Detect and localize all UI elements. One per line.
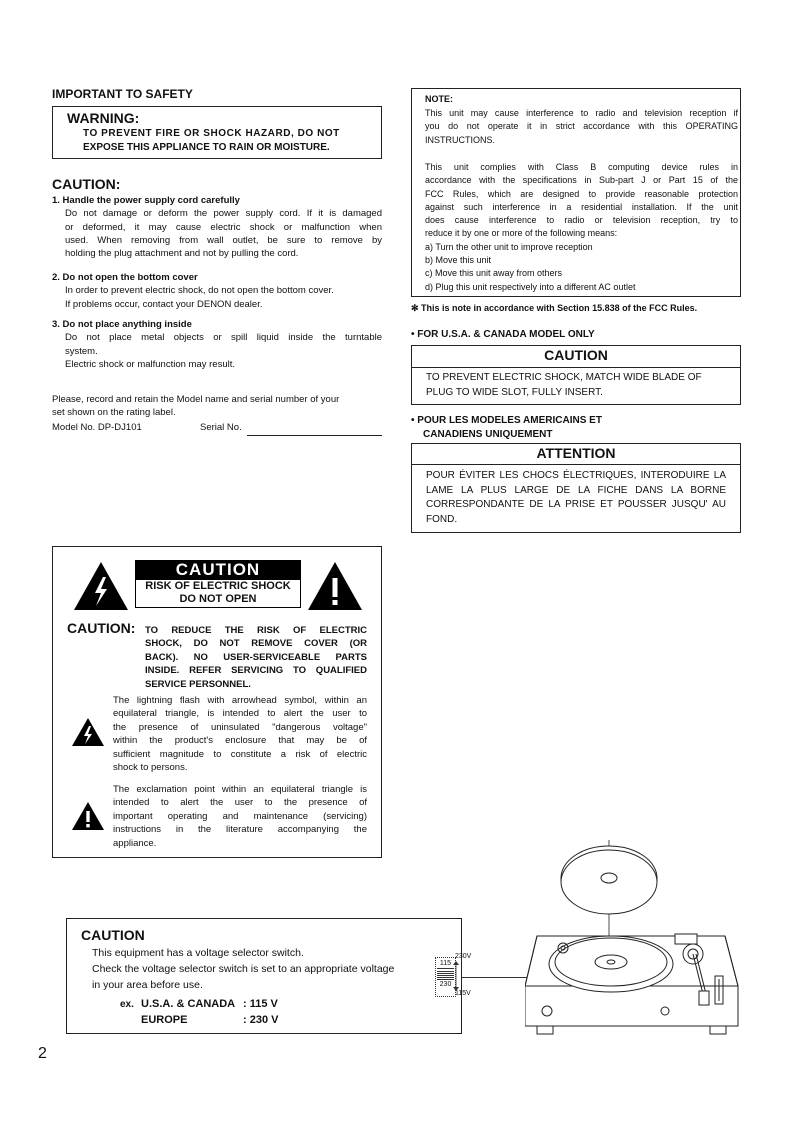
usa-model-bullet: • FOR U.S.A. & CANADA MODEL ONLY	[411, 329, 595, 340]
record-line: set shown on the rating label.	[52, 407, 176, 419]
safety-item-1	[52, 194, 382, 260]
voltage-value-usa: : 115 V	[243, 998, 278, 1010]
note-line: a) Turn the other unit to improve reception	[425, 241, 593, 252]
note-line: reduce it by one or more of the following means:	[425, 228, 618, 239]
note-line: against such interference in a residential installation. If the unit	[425, 201, 738, 212]
voltage-value-europe: : 230 V	[243, 1014, 279, 1026]
shock-caution-line: BACK). NO USER-SERVICEABLE PARTS	[145, 651, 367, 663]
exclamation-line: appliance.	[113, 837, 157, 849]
shock-caution-line: TO REDUCE THE RISK OF ELECTRIC	[145, 625, 367, 636]
lightning-line: The lightning flash with arrowhead symbol, within an	[113, 695, 367, 706]
note-para-2	[425, 161, 738, 294]
page-number: 2	[38, 1045, 47, 1062]
safety-item-text: In order to prevent electric shock, do not open the bottom cover.	[65, 285, 334, 297]
fcc-note-box	[411, 88, 741, 297]
label-230v: 230V	[455, 953, 472, 960]
exclamation-line: The exclamation point within an equilateral triangle is	[113, 784, 367, 795]
label-115v: 115V	[455, 990, 471, 997]
exclamation-line: important operating and maintenance (servicing)	[113, 810, 367, 822]
note-line: This unit complies with Class B computing device rules in	[425, 162, 738, 172]
warning-line-2: EXPOSE THIS APPLIANCE TO RAIN OR MOISTURE.	[83, 142, 330, 153]
fcc-footnote: ✻ This is note in accordance with Section 15.838 of the FCC Rules.	[411, 303, 698, 313]
usa-caution-line: TO PREVENT ELECTRIC SHOCK, MATCH WIDE BLADE OF	[426, 372, 702, 383]
record-note	[52, 393, 382, 420]
switch-label-115: 115	[437, 959, 454, 969]
shock-caution-text	[145, 624, 367, 691]
lightning-triangle-icon	[73, 561, 129, 611]
usa-caution-title: CAUTION	[544, 347, 608, 363]
voltage-caution-text	[92, 945, 432, 993]
exclamation-description	[113, 783, 367, 850]
voltage-caution-box	[66, 918, 472, 1034]
usa-caution-text	[426, 371, 726, 400]
attention-line: LAME LA PLUS LARGE DE LA FICHE DANS LA BORNE	[426, 484, 726, 496]
attention-line: FOND.	[426, 513, 458, 525]
switch-label-230: 230	[437, 979, 454, 989]
turntable-illustration	[525, 836, 740, 1051]
note-line: This unit may cause interference to radio and television reception if	[425, 108, 738, 118]
lightning-line: sufficient magnitude to constitute a risk of electric	[113, 748, 367, 760]
voltage-line: This equipment has a voltage selector switch.	[92, 947, 304, 959]
shock-caution-line: INSIDE. REFER SERVICING TO QUALIFIED	[145, 665, 367, 677]
safety-item-2	[52, 271, 382, 311]
safety-item-title: 1. Handle the power supply cord carefully	[52, 195, 240, 206]
shock-caution-sub-2: DO NOT OPEN	[179, 593, 257, 605]
note-line: FCC Rules, which are designed to provide reasonable protection	[425, 188, 738, 199]
voltage-line: Check the voltage selector switch is set to an appropriate voltage	[92, 963, 395, 975]
shock-caution-banner: CAUTION	[135, 560, 301, 580]
french-bullet-line: CANADIENS UNIQUEMENT	[423, 429, 553, 440]
warning-box	[52, 106, 382, 159]
serial-number-underline	[247, 435, 382, 436]
safety-item-text: If problems occur, contact your DENON dealer.	[65, 298, 263, 310]
switch-slider	[437, 970, 454, 978]
french-bullet-line: • POUR LES MODELES AMERICAINS ET	[411, 415, 602, 426]
serial-number-label: Serial No.	[200, 422, 242, 433]
note-line: b) Move this unit	[425, 255, 492, 266]
shock-warning-box	[52, 546, 382, 858]
lightning-line: the presence of uninsulated "dangerous voltage"	[113, 721, 367, 733]
attention-line: CORRESPONDANTE DE LA PRISE ET POUSSER JUSQU' AU	[426, 499, 726, 510]
voltage-arrow-icon	[453, 961, 459, 991]
safety-item-text: used. When removing from wall outlet, be sure to remove by	[65, 234, 382, 246]
caution-title: CAUTION:	[52, 176, 121, 192]
shock-caution-label	[135, 560, 301, 609]
voltage-line: in your area before use.	[92, 979, 203, 991]
shock-caution-line: SHOCK, DO NOT REMOVE COVER (OR	[145, 638, 367, 650]
attention-text	[426, 469, 726, 527]
safety-item-3	[52, 318, 382, 371]
voltage-example-label: ex.	[120, 999, 134, 1010]
voltage-region-europe: EUROPE	[141, 1014, 188, 1026]
lightning-line: equilateral triangle, is intended to alert the user to	[113, 708, 367, 720]
attention-title: ATTENTION	[536, 445, 616, 461]
lightning-line: shock to persons.	[113, 762, 188, 774]
voltage-caution-title: CAUTION	[81, 927, 145, 943]
note-line: c) Move this unit away from others	[425, 268, 563, 279]
note-line: accordance with the specifications in Sub-part J or Part 15 of the	[425, 175, 738, 186]
warning-line-1: TO PREVENT FIRE OR SHOCK HAZARD, DO NOT	[83, 128, 340, 139]
safety-item-text: Electric shock or malfunction may result.	[65, 358, 236, 370]
usa-caution-box	[411, 345, 741, 405]
usa-caution-line: PLUG TO WIDE SLOT, FULLY INSERT.	[426, 386, 603, 398]
note-line: INSTRUCTIONS.	[425, 134, 496, 145]
safety-item-title: 2. Do not open the bottom cover	[52, 272, 198, 283]
note-title: NOTE:	[425, 94, 453, 104]
lightning-line: within the product's enclosure that may be of	[113, 735, 367, 747]
exclamation-line: instructions in the literature accompanying the	[113, 824, 367, 836]
voltage-region-usa: U.S.A. & CANADA	[141, 998, 236, 1010]
attention-line: POUR ÉVITER LES CHOCS ÉLECTRIQUES, INTERODUIRE LA	[426, 470, 726, 481]
french-model-bullet	[411, 414, 602, 442]
exclamation-triangle-icon	[307, 561, 363, 611]
attention-box	[411, 443, 741, 533]
safety-item-text: Do not damage or deform the power supply cord. If it is damaged	[65, 208, 382, 220]
note-line: d) Plug this unit respectively into a different AC outlet	[425, 281, 636, 292]
lightning-symbol-icon	[71, 717, 105, 747]
exclamation-line: intended to alert the user to the presence of	[113, 797, 367, 809]
safety-item-text: or deformed, it may cause electric shock or malfunction when	[65, 221, 382, 233]
model-number: Model No. DP-DJ101	[52, 422, 142, 433]
note-line: you do not operate it in strict accordance with this OPERATING	[425, 121, 738, 132]
safety-item-text: system.	[65, 345, 98, 357]
note-para-1	[425, 107, 738, 147]
lightning-description	[113, 694, 367, 774]
safety-item-text: Do not place metal objects or spill liquid inside the turntable	[65, 332, 382, 344]
shock-caution-heading: CAUTION:	[67, 620, 136, 636]
record-line: Please, record and retain the Model name and serial number of your	[52, 394, 340, 405]
exclamation-symbol-icon	[71, 801, 105, 831]
safety-heading: IMPORTANT TO SAFETY	[52, 87, 193, 101]
shock-caution-line: SERVICE PERSONNEL.	[145, 678, 251, 690]
safety-item-text: holding the plug attachment and not by pulling the cord.	[65, 248, 299, 260]
note-line: does cause interference to radio or television reception, try to	[425, 215, 738, 226]
safety-item-title: 3. Do not place anything inside	[52, 319, 192, 330]
warning-title: WARNING:	[67, 110, 140, 126]
shock-caution-sub-1: RISK OF ELECTRIC SHOCK	[145, 580, 291, 592]
